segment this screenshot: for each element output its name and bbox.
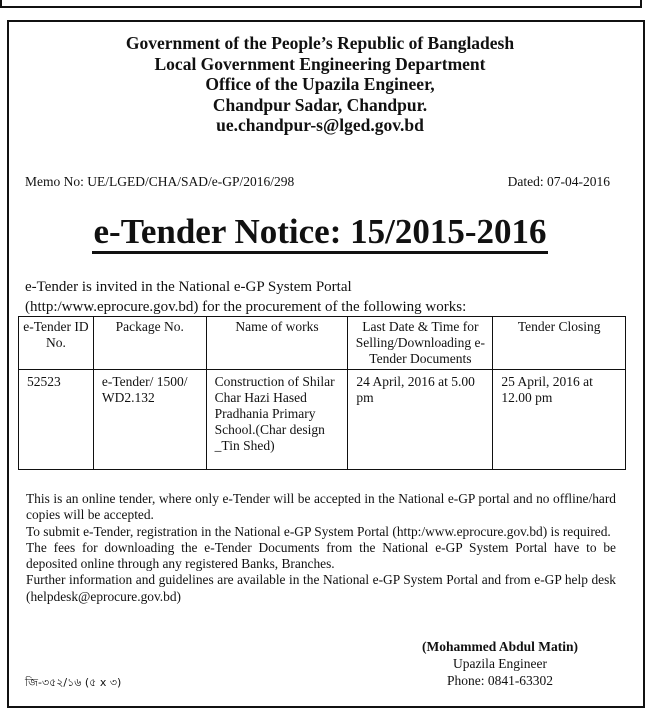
note-paragraph: This is an online tender, where only e-Tender will be accepted in the National e-GP portal and no offline/hard copies will be accepted.: [26, 491, 616, 523]
note-paragraph: To submit e-Tender, registration in the National e-GP System Portal (http:/www.eprocure.gov.bd) is required.: [26, 523, 611, 539]
works-table: [18, 316, 626, 470]
signatory-title: Upazila Engineer: [452, 656, 548, 671]
header-package-no: Package No.: [93, 317, 206, 370]
notice-title: [0, 210, 640, 254]
intro-line-2: (http:/www.eprocure.gov.bd) for the procurement of the following works:: [25, 298, 467, 315]
header-tender-closing: Tender Closing: [493, 317, 626, 370]
header-tender-id: e-Tender ID No.: [19, 317, 94, 370]
notice-title-text: e-Tender Notice: 15/2015-2016: [92, 212, 549, 254]
header-name-of-works: Name of works: [206, 317, 348, 370]
cell-name-of-works: Construction of Shilar Char Hazi Hased Pradhania Primary School.(Char design _Tin Shed): [206, 370, 348, 470]
table-header-row: [19, 317, 626, 370]
cell-tender-id: 52523: [19, 370, 94, 470]
office-header: [0, 33, 640, 136]
intro-text: [25, 278, 466, 317]
header-last-date: Last Date & Time for Selling/Downloading e-Tender Documents: [348, 317, 493, 370]
signature-block: [400, 638, 600, 689]
signatory-phone: Phone: 0841-63302: [446, 673, 554, 688]
cell-tender-closing: 25 April, 2016 at 12.00 pm: [493, 370, 626, 470]
cell-package-no: e-Tender/ 1500/ WD2.132: [93, 370, 206, 470]
notes-section: [26, 491, 616, 605]
intro-line-1: e-Tender is invited in the National e-GP System Portal: [25, 279, 352, 295]
signatory-name: (Mohammed Abdul Matin): [421, 639, 578, 654]
memo-date: Dated: 07-04-2016: [507, 174, 610, 189]
header-line-office: Office of the Upazila Engineer,: [205, 74, 435, 94]
header-line-department: Local Government Engineering Department: [154, 53, 486, 74]
header-line-location: Chandpur Sadar, Chandpur.: [212, 94, 428, 115]
memo-number: Memo No: UE/LGED/CHA/SAD/e-GP/2016/298: [25, 174, 295, 189]
memo-row: [25, 174, 610, 190]
note-paragraph: The fees for downloading the e-Tender Documents from the National e-GP System Portal have to be deposited online through any registered Banks, Branches.: [26, 539, 616, 572]
top-border-rule: [0, 0, 642, 8]
reference-code: জি-৩৫২/১৬ (৫ x ৩): [25, 676, 122, 689]
table-row: [19, 370, 626, 470]
cell-last-date: 24 April, 2016 at 5.00 pm: [348, 370, 493, 470]
note-paragraph: Further information and guidelines are available in the National e-GP System Portal and from e-GP help desk (helpdesk@eprocure.gov.bd): [26, 572, 616, 604]
header-line-government: Government of the People’s Republic of Bangladesh: [125, 33, 515, 53]
header-line-email: ue.chandpur-s@lged.gov.bd: [216, 115, 424, 135]
